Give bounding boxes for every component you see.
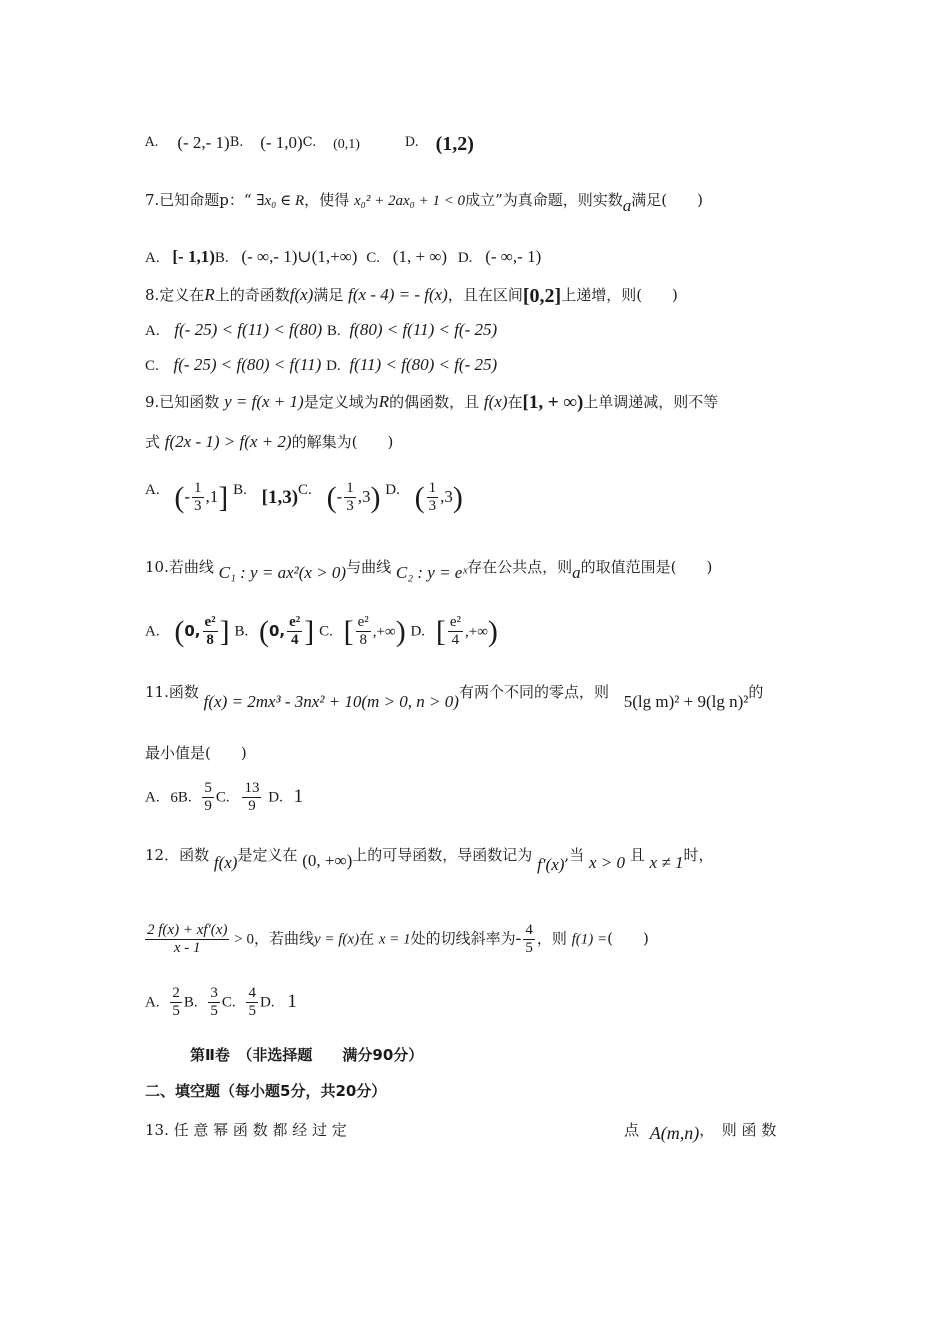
q12-cond-post: > 0 xyxy=(234,931,254,948)
q9-text-e: 上单调递减，则不等 xyxy=(583,393,719,411)
q9-option-c: (- $\frac{1}{3}$ ,3) xyxy=(326,480,381,514)
q8-option-b: f(80) < f(11) < f(- 25) xyxy=(349,320,498,339)
q9-a-post: ,1 xyxy=(205,486,219,506)
q10-option-d: [ $\frac{\text{e²}}{4}$ ,+∞) xyxy=(435,614,498,648)
q9-text-f: 式 xyxy=(145,433,161,451)
q9-math-b: R xyxy=(378,392,390,411)
q12-option-b-label: B. xyxy=(183,994,198,1011)
q10-text-a: 10.若曲线 xyxy=(145,558,214,576)
q9-text-a: 9.已知函数 xyxy=(145,393,220,411)
q9-a-den: 3 xyxy=(194,498,202,514)
q7-option-d: (- ∞,- 1) xyxy=(485,247,542,266)
q8-option-a-label: A. xyxy=(145,323,160,339)
q12-math-e: x ≠ 1 xyxy=(649,853,684,872)
q6-option-b: (- 1,0) xyxy=(260,133,303,152)
q11-math-a: f(x) = 2mx³ - 3nx² + 10(m > 0, n > 0) xyxy=(203,692,459,711)
q9-option-a: (- $\frac{1}{3}$ ,1] xyxy=(174,480,229,514)
q12-a-den: 5 xyxy=(172,1003,180,1019)
q12-c-fraction xyxy=(246,985,258,1020)
q8-option-c: f(- 25) < f(80) < f(11) xyxy=(173,355,322,374)
q12-c-num: 4 xyxy=(248,985,256,1001)
q9-option-b-label: B. xyxy=(233,482,247,498)
q10-c-num: e² xyxy=(357,614,369,630)
q12-math-j: f(1) = xyxy=(571,931,608,948)
q9-options xyxy=(145,480,463,524)
q9-c-minus: - xyxy=(336,486,343,506)
q6-option-d-label: D. xyxy=(404,135,419,150)
q12-b-fraction xyxy=(208,985,220,1020)
q11-option-c-label: C. xyxy=(215,789,230,806)
q10-c-den: 8 xyxy=(359,632,367,648)
q12-slope-minus: - xyxy=(515,928,522,948)
q11-option-a: 6 xyxy=(170,789,178,806)
q9-d-post: ,3 xyxy=(440,486,453,506)
q7-stem xyxy=(145,190,703,216)
q12-a-fraction xyxy=(170,985,182,1020)
q9-option-d-label: D. xyxy=(385,482,400,498)
q11-b-den: 9 xyxy=(204,798,212,814)
q12-text-k: ( ) xyxy=(607,929,649,948)
q10-b-pre: 0, xyxy=(269,621,286,640)
q9-text-c: 的偶函数，且 xyxy=(389,393,480,411)
q12-text-g: ，若曲线 xyxy=(253,929,314,948)
q11-stem xyxy=(145,682,763,712)
q11-option-d-label: D. xyxy=(268,789,283,806)
q10-d-fraction xyxy=(448,614,463,649)
q10-text-c: 存在公共点，则 xyxy=(467,558,573,576)
q8-text-a: 8.定义在 xyxy=(145,286,205,304)
q12-option-c-label: C. xyxy=(221,994,236,1011)
q7-option-b: (- ∞,- 1)∪(1,+∞) xyxy=(241,247,358,266)
q12-b-num: 3 xyxy=(210,985,218,1001)
q10-a-den: 8 xyxy=(206,632,214,648)
q9-option-c-label: C. xyxy=(298,482,312,498)
q10-c-post: ,+∞ xyxy=(372,623,396,640)
q8-options-ab xyxy=(145,320,497,341)
q12-math-d: x > 0 xyxy=(588,853,625,872)
q9-d-fraction xyxy=(427,480,439,515)
q13-stem-left: 13. 任 意 幂 函 数 都 经 过 定 xyxy=(145,1121,347,1139)
q9-c-post: ,3 xyxy=(357,486,371,506)
q12-text-c: 上的可导函数，导函数记为 xyxy=(352,846,533,864)
q11-option-b-label: B. xyxy=(177,789,192,806)
q11-c-num: 13 xyxy=(244,780,260,796)
q12-cond-den: x - 1 xyxy=(173,940,201,956)
q10-math-c: a xyxy=(572,563,581,582)
q12-c-den: 5 xyxy=(248,1003,256,1019)
q11-c-den: 9 xyxy=(248,798,256,814)
q12-text-b: 是定义在 xyxy=(237,846,298,864)
q10-a-num: e² xyxy=(204,614,216,630)
q9-d-den: 3 xyxy=(428,498,437,514)
q11-math-b: 5(lg m)² + 9(lg n)² xyxy=(623,692,749,711)
q8-options-cd xyxy=(145,355,497,376)
q13-math-b: A(m,n) xyxy=(649,1123,700,1143)
q7-option-d-label: D. xyxy=(457,250,473,266)
q7-text-d: 满足( ) xyxy=(631,191,703,209)
q8-text-c: 满足 xyxy=(313,286,344,304)
q6-option-a-label: A. xyxy=(145,135,159,150)
q12-text-e: 且 xyxy=(629,846,645,864)
q10-d-den: 4 xyxy=(451,632,460,648)
q11-option-a-label: A. xyxy=(145,789,160,806)
q12-math-b: (0, +∞) xyxy=(302,851,353,870)
q7-option-b-label: B. xyxy=(214,250,229,266)
q9-math-d: [1, + ∞) xyxy=(522,392,584,413)
q10-c-fraction xyxy=(356,614,371,649)
q10-b-fraction xyxy=(287,614,302,649)
q9-text-g: 的解集为( ) xyxy=(291,433,394,451)
q8-option-c-label: C. xyxy=(145,358,159,374)
q9-d-num: 1 xyxy=(428,480,437,496)
q9-stem-cont xyxy=(145,432,393,452)
q11-c-fraction xyxy=(242,780,261,815)
q10-b-den: 4 xyxy=(290,632,299,648)
q12-a-num: 2 xyxy=(172,985,180,1001)
q6-option-d: (1,2) xyxy=(435,133,474,155)
q9-option-d: ( $\frac{1}{3}$ ,3) xyxy=(414,480,463,514)
q8-math-b: f(x) xyxy=(289,285,314,304)
q6-option-c: (0,1) xyxy=(333,137,360,152)
q10-math-a: C₁ : y = ax²(x > 0) xyxy=(218,563,347,582)
q9-a-fraction xyxy=(192,480,204,515)
q12-option-a-label: A. xyxy=(145,994,160,1011)
q11-b-num: 5 xyxy=(204,780,212,796)
q9-option-a-label: A. xyxy=(145,482,160,498)
q10-option-a: (0, $\frac{\text{e²}}{8}$ ] xyxy=(174,614,230,648)
q9-math-a: y = f(x + 1) xyxy=(224,392,304,411)
q10-option-b-label: B. xyxy=(234,623,249,640)
q8-math-d: [0,2] xyxy=(522,285,562,307)
q11-text-b: 有两个不同的零点，则 xyxy=(458,683,609,701)
q6-option-a: (- 2,- 1) xyxy=(177,133,230,152)
q8-text-e: 上递增，则( ) xyxy=(561,286,678,304)
q8-option-a: f(- 25) < f(11) < f(80) xyxy=(174,320,323,339)
q9-math-c: f(x) xyxy=(483,392,508,411)
q13-stem-right xyxy=(624,1120,776,1143)
q11-text-a: 11.函数 xyxy=(145,683,199,701)
q11-option-d: 1 xyxy=(293,785,304,807)
section2-subtitle: 二、填空题（每小题5分，共20分） xyxy=(145,1082,387,1100)
q10-option-a-label: A. xyxy=(145,623,160,640)
q7-options xyxy=(145,247,541,268)
q7-option-a-label: A. xyxy=(145,250,160,266)
q13-text-b: 点 xyxy=(624,1121,640,1139)
q9-text-d: 在 xyxy=(507,393,523,411)
q7-text-c: 成立”为真命题，则实数 xyxy=(465,191,623,209)
q12-text-f: 时， xyxy=(683,846,714,864)
q12-condition-fraction xyxy=(145,922,229,957)
q11-text-d: 最小值是( ) xyxy=(145,744,247,762)
q11-stem-cont xyxy=(145,743,247,763)
q10-stem xyxy=(145,557,712,583)
q12-slope-fraction xyxy=(523,922,535,957)
q9-text-b: 是定义域为 xyxy=(303,393,379,411)
q7-option-c: (1, + ∞) xyxy=(392,247,448,266)
q8-option-b-label: B. xyxy=(326,323,341,339)
q12-text-i: 处的切线斜率为 xyxy=(410,929,516,948)
q11-text-c: 的 xyxy=(748,683,764,701)
q9-c-num: 1 xyxy=(346,480,354,496)
q12-option-d: 1 xyxy=(287,990,297,1012)
q10-a-pre: 0, xyxy=(184,621,201,640)
q6-options xyxy=(145,133,474,155)
q7-text-a: 7.已知命题p：“ xyxy=(145,191,252,209)
q10-option-c-label: C. xyxy=(319,623,333,640)
q7-math-a: ∃x₀ ∈ R xyxy=(256,193,305,209)
q10-math-b: C₂ : y = eˣ xyxy=(395,563,468,582)
q10-option-c: [ $\frac{\text{e²}}{8}$ ,+∞) xyxy=(343,614,406,648)
q9-option-b: [1,3) xyxy=(261,486,299,508)
q10-options xyxy=(145,614,498,660)
q10-option-b: (0, $\frac{\text{e²}}{4}$ ] xyxy=(259,614,315,648)
q9-a-minus: - xyxy=(184,486,191,506)
q9-c-den: 3 xyxy=(346,498,354,514)
q12-text-d: ,当 xyxy=(564,846,585,864)
q10-a-fraction xyxy=(203,614,218,649)
q8-option-d: f(11) < f(80) < f(- 25) xyxy=(349,355,498,374)
q7-math-c: a xyxy=(622,196,632,215)
q9-math-f: f(2x - 1) > f(x + 2) xyxy=(164,432,292,451)
q6-option-c-label: C. xyxy=(302,135,317,150)
q10-option-d-label: D. xyxy=(410,623,426,640)
q11-options xyxy=(145,780,303,820)
q12-b-den: 5 xyxy=(210,1003,218,1019)
q8-stem xyxy=(145,285,678,306)
q9-a-num: 1 xyxy=(194,480,202,496)
q8-text-b: 上的奇函数 xyxy=(214,286,290,304)
q12-cond-num: 2 f(x) + xf′(x) xyxy=(147,922,228,938)
q12-options xyxy=(145,985,297,1025)
q9-c-fraction xyxy=(344,480,356,515)
q12-slope-den: 5 xyxy=(525,940,533,956)
q8-option-d-label: D. xyxy=(326,358,341,374)
q7-text-b: ，使得 xyxy=(304,191,350,209)
q12-text-h: 在 xyxy=(359,929,375,948)
q11-b-fraction xyxy=(202,780,214,815)
q12-text-j: ，则 xyxy=(536,929,567,948)
q12-math-a: f(x) xyxy=(213,853,238,872)
q10-d-num: e² xyxy=(449,614,461,630)
q10-text-b: 与曲线 xyxy=(346,558,392,576)
q8-math-c: f(x - 4) = - f(x) xyxy=(348,285,448,304)
q7-option-c-label: C. xyxy=(366,250,380,266)
q12-math-g: y = f(x) xyxy=(313,931,360,948)
q10-text-d: 的取值范围是( ) xyxy=(580,558,713,576)
q12-text-a: 12．函数 xyxy=(145,846,210,864)
q9-stem xyxy=(145,392,718,413)
q12-condition xyxy=(145,922,649,968)
q10-d-post: ,+∞ xyxy=(465,623,488,640)
q6-option-b-label: B. xyxy=(229,135,244,150)
q12-math-h: x = 1 xyxy=(378,931,411,948)
q13-text-c: ， 则 函 数 xyxy=(699,1121,777,1139)
q12-option-d-label: D. xyxy=(259,994,275,1011)
q12-stem xyxy=(145,845,713,875)
q12-math-c: f′(x) xyxy=(537,855,565,874)
section2-title: 第Ⅱ卷 （非选择题 满分90分） xyxy=(190,1046,424,1064)
q8-text-d: ，且在区间 xyxy=(447,286,523,304)
q7-math-b: x₀² + 2ax₀ + 1 < 0 xyxy=(353,193,466,209)
q12-slope-num: 4 xyxy=(525,922,533,938)
q7-option-a: [- 1,1) xyxy=(172,247,215,266)
q8-math-a: R xyxy=(204,285,215,304)
q10-b-num: e² xyxy=(289,614,301,630)
